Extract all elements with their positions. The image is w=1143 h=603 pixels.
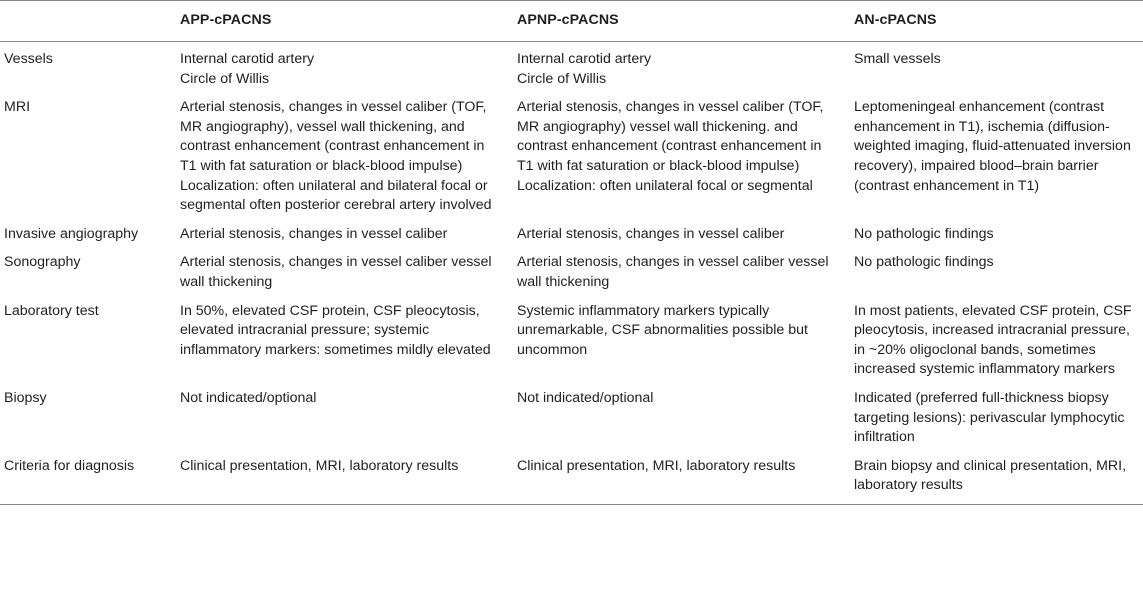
header-cell-empty [0, 1, 172, 42]
row-label: Criteria for diagnosis [0, 452, 172, 505]
table-cell [509, 93, 846, 220]
header-cell-app-cpacns: APP-cPACNS [172, 1, 509, 42]
table-cell [846, 93, 1143, 220]
table-cell [509, 384, 846, 452]
table-row-sonography [0, 248, 1143, 296]
cell-line: Brain biopsy and clinical presentation, MRI, laboratory results [854, 457, 1127, 494]
table-row-laboratory-test [0, 297, 1143, 384]
table-cell [846, 42, 1143, 94]
cell-line: Systemic inflammatory markers typically unremarkable, CSF abnormalities possible but uncommon [517, 302, 808, 358]
row-label: Biopsy [4, 389, 47, 406]
table-body [0, 42, 1143, 505]
table-cell [509, 42, 846, 94]
cell-line: In most patients, elevated CSF protein, CSF pleocytosis, increased intracranial pressure, in ~20% oligoclonal bands, sometimes increased systemic inflammatory markers [854, 302, 1132, 378]
header-cell-an-cpacns: AN-cPACNS [846, 1, 1143, 42]
cell-line: Arterial stenosis, changes in vessel caliber (TOF, MR angiography) vessel wall thickening. and contrast enhancement (contrast enhancement in T1 with fat saturation or black-blood impulse) [517, 99, 824, 174]
cell-line: Arterial stenosis, changes in vessel caliber [517, 225, 785, 242]
cell-line: Arterial stenosis, changes in vessel caliber (TOF, MR angiography), vessel wall thickening, and contrast enhancement (contrast enhancement in T1 with fat saturation or black-blood impulse) [180, 99, 487, 174]
header-row [0, 1, 1143, 42]
cell-line: Internal carotid artery [180, 51, 315, 67]
header-cell-apnp-cpacns: APNP-cPACNS [509, 1, 846, 42]
cell-line: Not indicated/optional [180, 389, 317, 406]
cell-line: No pathologic findings [854, 225, 994, 242]
cell-line: No pathologic findings [854, 254, 994, 271]
table-row-biopsy [0, 384, 1143, 452]
table-cell [172, 297, 509, 384]
table-cell [846, 220, 1143, 249]
table-cell [172, 452, 509, 505]
table-row-criteria-for-diagnosis [0, 452, 1143, 505]
table-cell [509, 220, 846, 249]
cell-line: Circle of Willis [517, 70, 607, 87]
table-header [0, 1, 1143, 42]
cell-line: Arterial stenosis, changes in vessel caliber [180, 225, 448, 242]
table-row-mri [0, 93, 1143, 220]
cell-line: Localization: often unilateral and bilateral focal or segmental often posterior cerebral artery involved [180, 177, 492, 214]
table-cell [172, 248, 509, 296]
cell-line: Internal carotid artery [517, 51, 652, 67]
table-cell [172, 93, 509, 220]
row-label: Invasive angiography [4, 225, 139, 242]
table-cell [846, 384, 1143, 452]
table-cell [509, 452, 846, 505]
cell-line: Circle of Willis [180, 70, 270, 87]
cell-line: Arterial stenosis, changes in vessel caliber vessel wall thickening [180, 254, 492, 290]
cell-line: Clinical presentation, MRI, laboratory results [517, 457, 796, 474]
row-label: MRI [4, 99, 31, 116]
table-row-invasive-angiography [0, 220, 1143, 249]
table-cell [172, 42, 509, 94]
table-cell [172, 220, 509, 249]
table-cell [172, 384, 509, 452]
cell-line: Indicated (preferred full-thickness biopsy targeting lesions): perivascular lymphocytic infiltration [854, 389, 1125, 446]
cell-line: Localization: often unilateral focal or segmental [517, 177, 813, 194]
row-label: Sonography [4, 254, 81, 271]
cell-line: Not indicated/optional [517, 389, 654, 406]
cell-line: Clinical presentation, MRI, laboratory results [180, 457, 459, 474]
cell-line: Small vessels [854, 51, 941, 67]
table-cell [509, 297, 846, 384]
table-row-vessels [0, 42, 1143, 94]
table-cell [846, 452, 1143, 505]
cell-line: Leptomeningeal enhancement (contrast enhancement in T1), ischemia (diffusion-weighted imaging, fluid-attenuated inversion recovery), impaired blood–brain barrier (contrast enhancement in T1) [854, 99, 1131, 194]
table-cell [509, 248, 846, 296]
table-cell [846, 248, 1143, 296]
cell-line: In 50%, elevated CSF protein, CSF pleocytosis, elevated intracranial pressure; systemic inflammatory markers: sometimes mildly elevated [180, 302, 491, 358]
row-label: Laboratory test [4, 302, 99, 319]
cell-line: Arterial stenosis, changes in vessel caliber vessel wall thickening [517, 254, 829, 290]
row-label: Vessels [4, 51, 53, 67]
table-cell [846, 297, 1143, 384]
